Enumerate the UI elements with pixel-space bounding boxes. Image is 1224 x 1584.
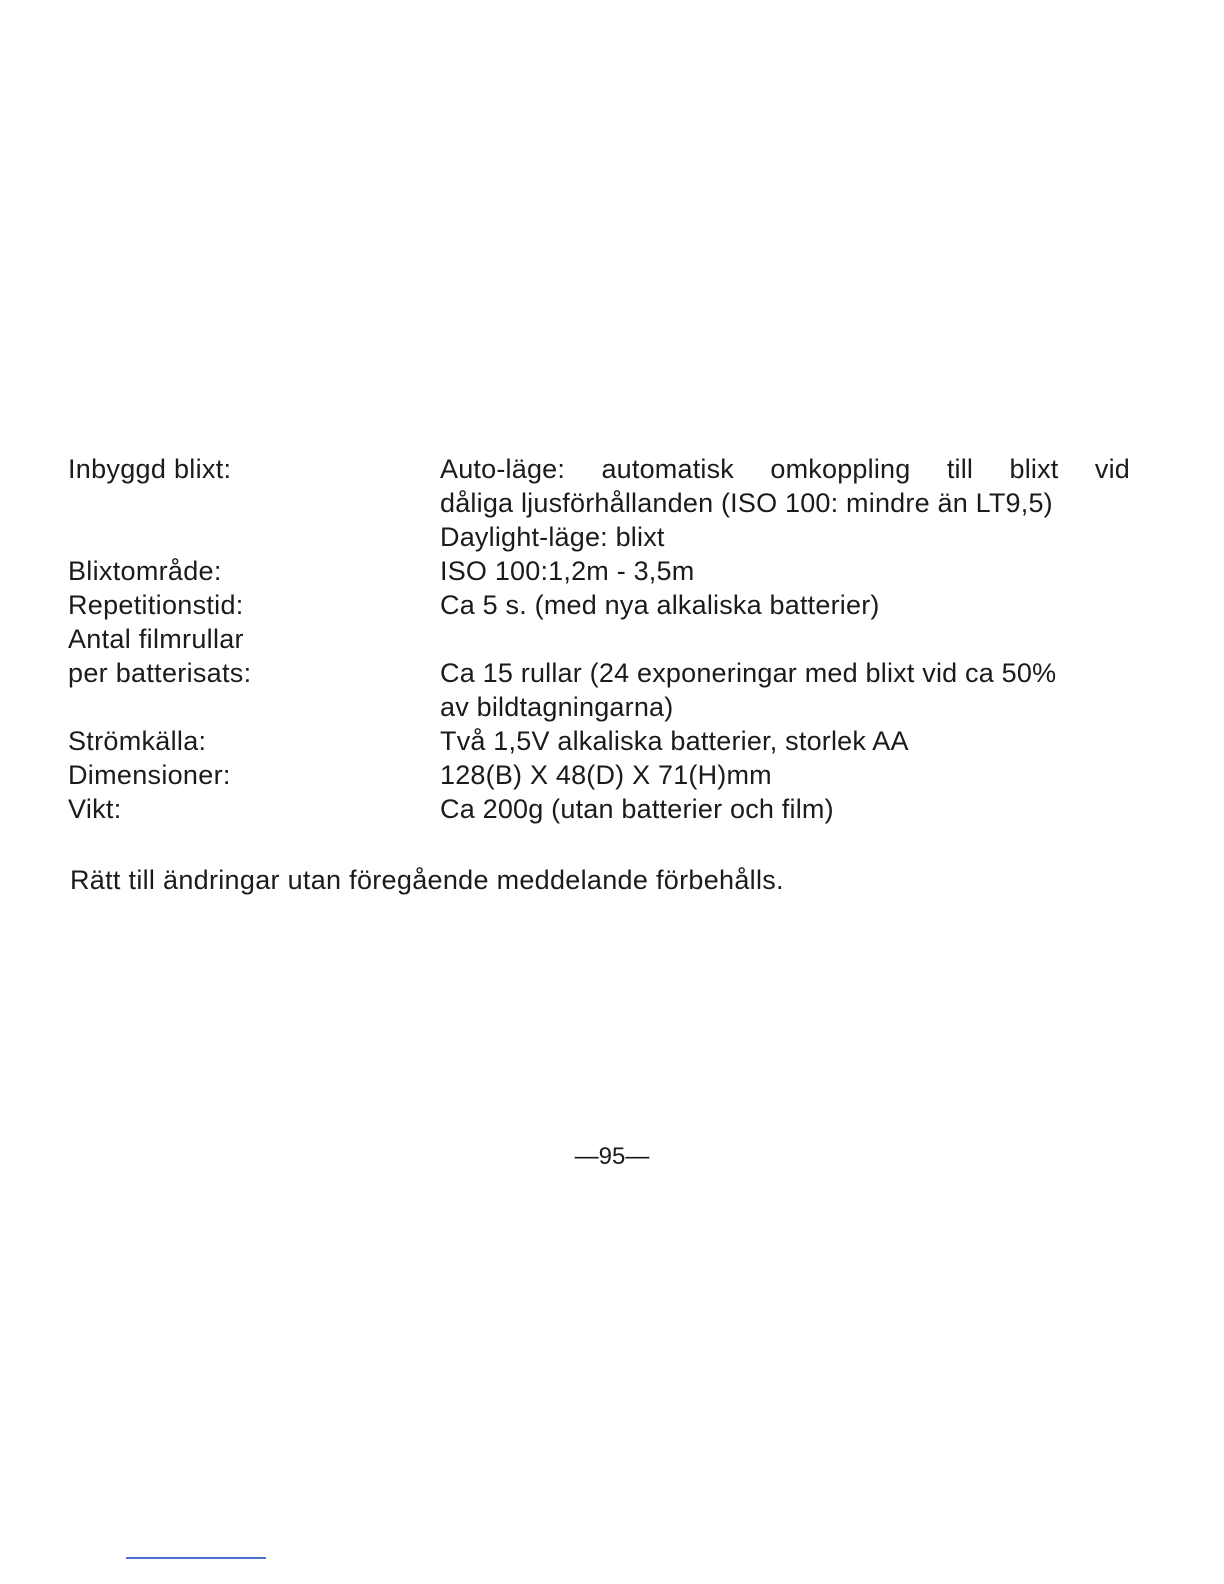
spec-value-line: Ca 200g (utan batterier och film) <box>440 794 834 824</box>
spec-row-recycle-time <box>68 588 1158 622</box>
spec-label: Antal filmrullar per batterisats: <box>68 624 252 688</box>
spec-value-line: ISO 100:1,2m - 3,5m <box>440 556 695 586</box>
spec-label: Strömkälla: <box>68 726 207 756</box>
spec-label: Blixtområde: <box>68 556 222 586</box>
spec-row-built-in-flash <box>68 452 1158 554</box>
spec-label: Inbyggd blixt: <box>68 454 232 484</box>
spec-value-line: av bildtagningarna) <box>440 692 674 722</box>
spec-value-line: 128(B) X 48(D) X 71(H)mm <box>440 760 772 790</box>
spec-value <box>440 792 1158 826</box>
spec-value-line: Två 1,5V alkaliska batterier, storlek AA <box>440 726 909 756</box>
spec-value-line: Daylight-läge: blixt <box>440 522 665 552</box>
spec-row-dimensions <box>68 758 1158 792</box>
page-number: —95— <box>574 1143 650 1170</box>
spec-row-flash-range <box>68 554 1158 588</box>
specifications-table <box>68 452 1158 826</box>
spec-value-line: Auto-läge: automatisk omkoppling till blixt vid <box>440 454 1130 484</box>
spec-value-line: Ca 15 rullar (24 exponeringar med blixt vid ca 50% <box>440 658 1057 688</box>
spec-value <box>440 588 1158 622</box>
spec-label: Vikt: <box>68 794 122 824</box>
spec-value <box>440 554 1158 588</box>
spec-value <box>440 622 1158 724</box>
disclaimer-text: Rätt till ändringar utan föregående meddelande förbehålls. <box>70 865 784 895</box>
spec-row-rolls-per-battery <box>68 622 1158 724</box>
spec-value-line: dåliga ljusförhållanden (ISO 100: mindre än LT9,5) <box>440 488 1053 518</box>
spec-label: Repetitionstid: <box>68 590 244 620</box>
spec-row-power-source <box>68 724 1158 758</box>
spec-value <box>440 758 1158 792</box>
spec-value <box>440 452 1158 554</box>
footer-rule <box>126 1557 266 1559</box>
spec-row-weight <box>68 792 1158 826</box>
spec-value-line: Ca 5 s. (med nya alkaliska batterier) <box>440 590 880 620</box>
spec-value <box>440 724 1158 758</box>
spec-label: Dimensioner: <box>68 760 231 790</box>
